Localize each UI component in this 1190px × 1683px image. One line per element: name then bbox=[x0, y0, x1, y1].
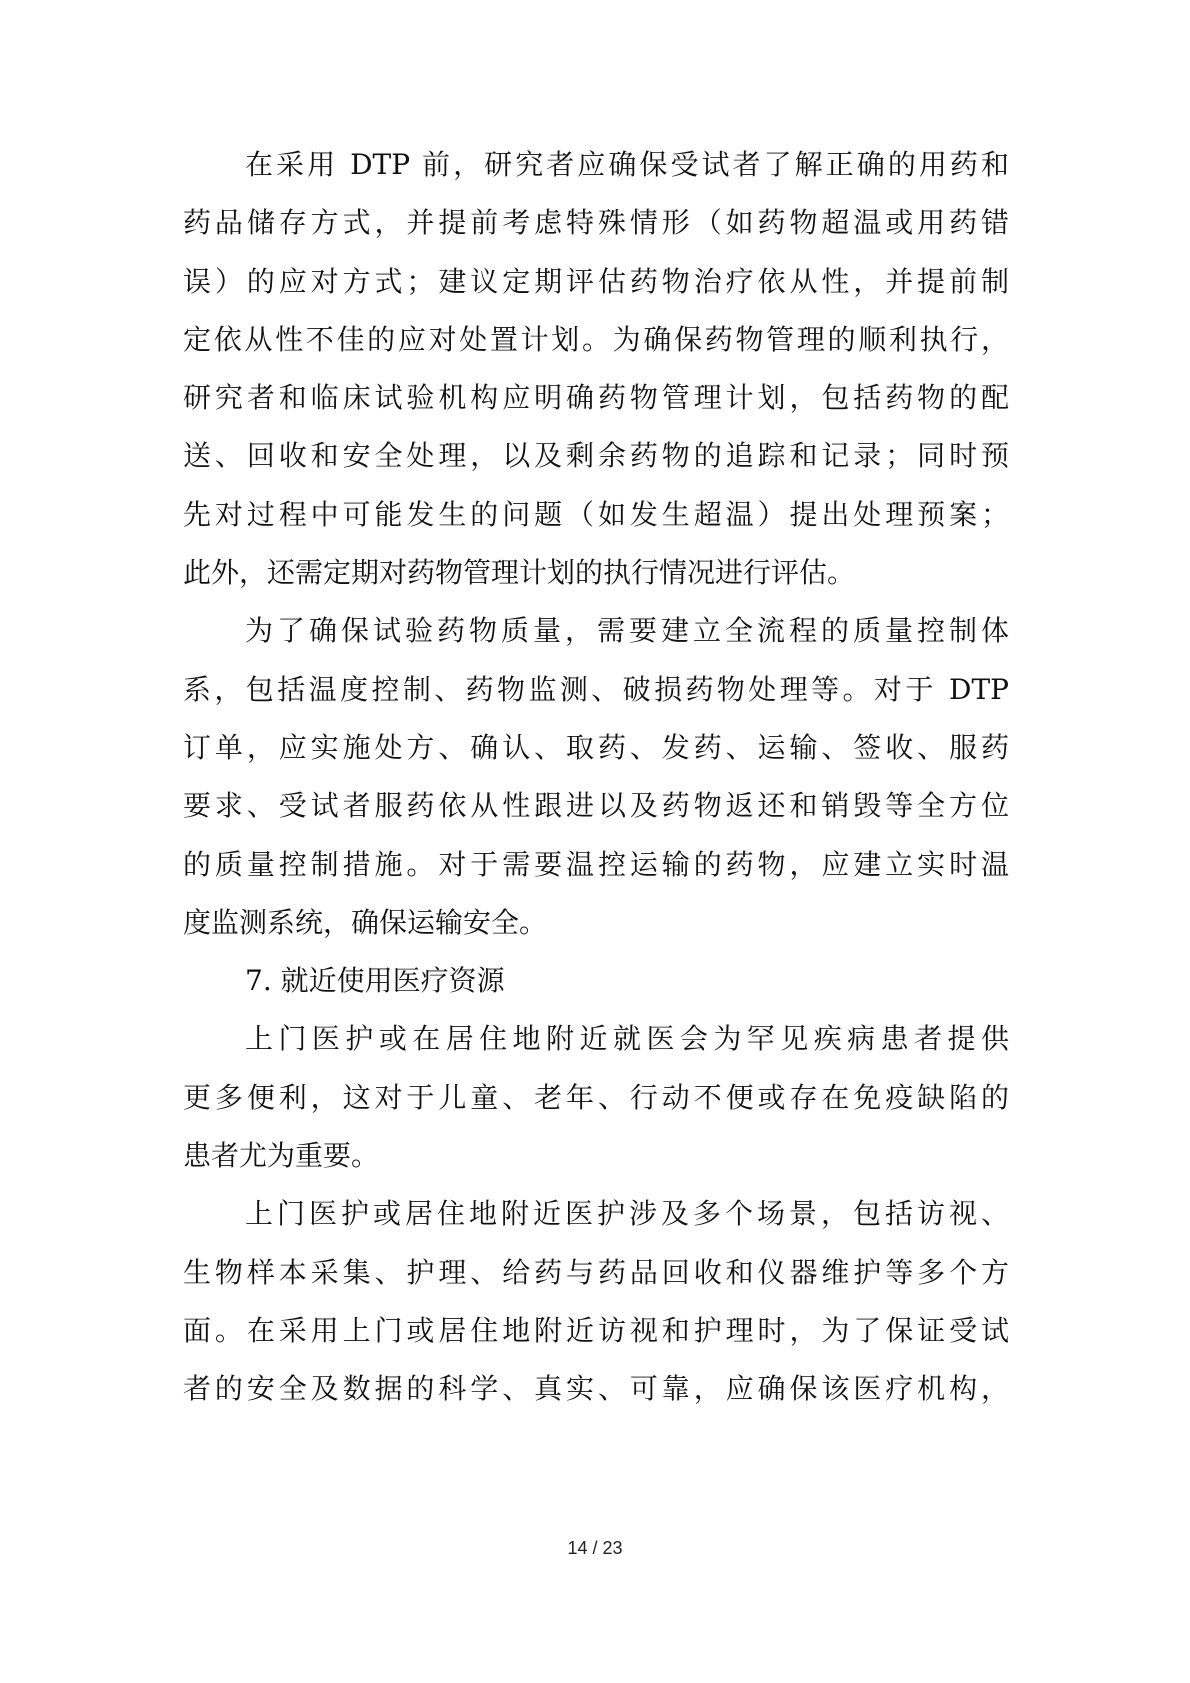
text-line: 此外，还需定期对药物管理计划的执行情况进行评估。 bbox=[183, 556, 856, 590]
section-heading bbox=[183, 952, 1009, 1010]
text-line: 生物样本采集、护理、给药与药品回收和仪器维护等多个方 bbox=[183, 1255, 1009, 1289]
text-line: 误）的应对方式；建议定期评估药物治疗依从性，并提前制 bbox=[183, 264, 1009, 298]
text-line: 患者尤为重要。 bbox=[183, 1139, 380, 1173]
text-line: 系，包括温度控制、药物监测、破损药物处理等。对于 DTP bbox=[183, 672, 1009, 706]
text-line: 上门医护或在居住地附近就医会为罕见疾病患者提供 bbox=[245, 1022, 1009, 1056]
paragraph-nearby-care-benefits bbox=[183, 1010, 1009, 1185]
text-line: 面。在采用上门或居住地附近访视和护理时，为了保证受试 bbox=[183, 1313, 1009, 1347]
text-line: 为了确保试验药物质量，需要建立全流程的质量控制体 bbox=[245, 614, 1009, 648]
paragraph-quality-control bbox=[183, 602, 1009, 952]
text-line: 者的安全及数据的科学、真实、可靠，应确保该医疗机构， bbox=[183, 1372, 1009, 1406]
text-line: 的质量控制措施。对于需要温控运输的药物，应建立实时温 bbox=[183, 847, 1009, 881]
page-number: 14 / 23 bbox=[567, 1538, 623, 1558]
text-line: 定依从性不佳的应对处置计划。为确保药物管理的顺利执行， bbox=[183, 322, 1009, 356]
text-line: 上门医护或居住地附近医护涉及多个场景，包括访视、 bbox=[245, 1197, 1009, 1231]
text-line: 更多便利，这对于儿童、老年、行动不便或存在免疫缺陷的 bbox=[183, 1080, 1009, 1114]
paragraph-dtp-medication-management bbox=[183, 136, 1009, 602]
document-body bbox=[183, 136, 1009, 1419]
text-line: 度监测系统，确保运输安全。 bbox=[183, 905, 548, 939]
text-line: 送、回收和安全处理，以及剩余药物的追踪和记录；同时预 bbox=[183, 439, 1009, 473]
paragraph-home-care-scenarios bbox=[183, 1185, 1009, 1418]
text-line: 在采用 DTP 前，研究者应确保受试者了解正确的用药和 bbox=[245, 148, 1009, 181]
text-line: 要求、受试者服药依从性跟进以及药物返还和销毁等全方位 bbox=[183, 789, 1009, 823]
text-line: 订单，应实施处方、确认、取药、发药、运输、签收、服药 bbox=[183, 730, 1009, 764]
text-line: 先对过程中可能发生的问题（如发生超温）提出处理预案； bbox=[183, 497, 1009, 531]
text-line: 研究者和临床试验机构应明确药物管理计划，包括药物的配 bbox=[183, 381, 1009, 415]
section-heading-text: 7. 就近使用医疗资源 bbox=[245, 964, 505, 998]
text-line: 药品储存方式，并提前考虑特殊情形（如药物超温或用药错 bbox=[183, 206, 1009, 240]
